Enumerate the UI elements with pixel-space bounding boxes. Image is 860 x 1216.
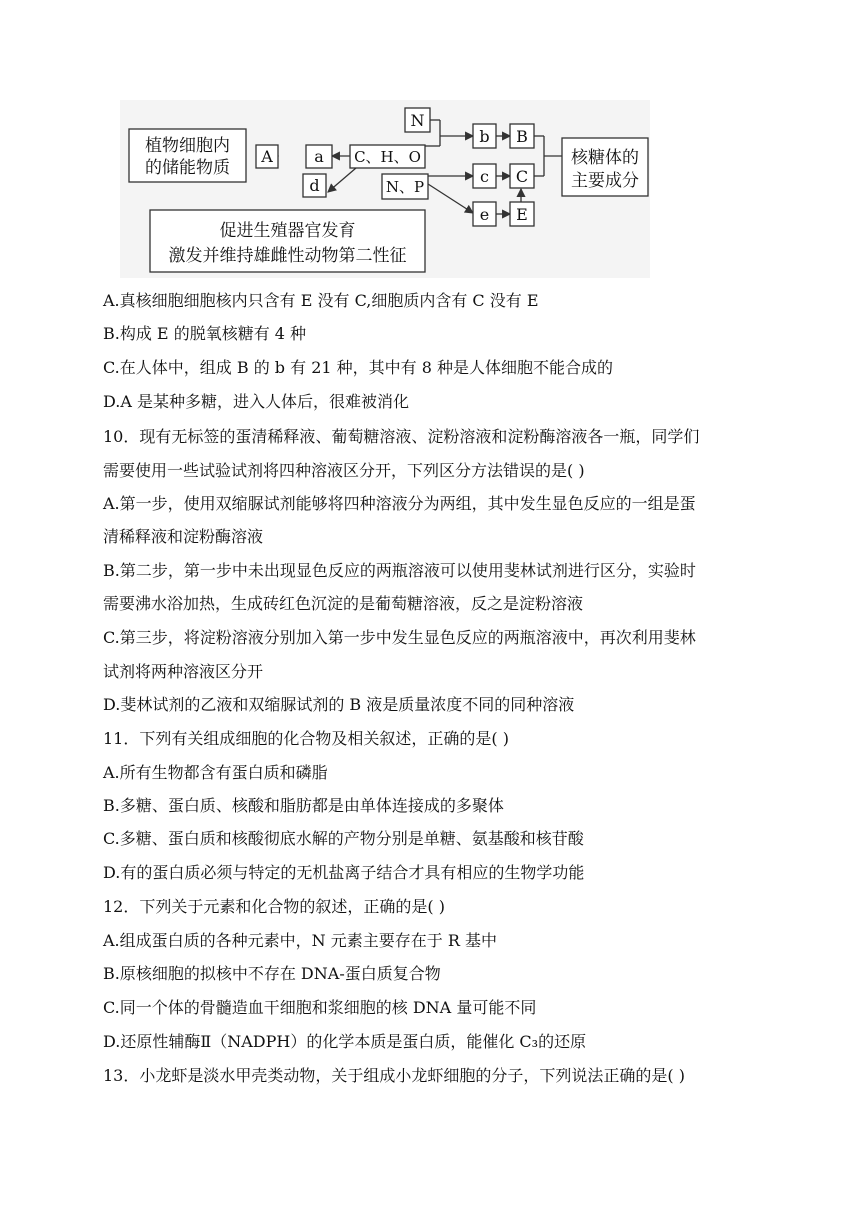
q12-option-a: A.组成蛋白质的各种元素中，N 元素主要存在于 R 基中 (103, 931, 497, 950)
label-hormone-1: 促进生殖器官发育 (219, 221, 356, 241)
q10-option-d: D.斐林试剂的乙液和双缩脲试剂的 B 液是质量浓度不同的同种溶液 (103, 695, 575, 714)
q10-option-b-line2: 需要沸水浴加热，生成砖红色沉淀的是葡萄糖溶液，反之是淀粉溶液 (103, 594, 584, 613)
label-C: C (515, 167, 529, 186)
label-a: a (314, 147, 324, 166)
label-CHO: C、H、O (354, 148, 421, 166)
label-c: c (480, 167, 489, 186)
q12-stem: 12．下列关于元素和化合物的叙述，正确的是( ) (103, 897, 445, 916)
q13-stem: 13．小龙虾是淡水甲壳类动物，关于组成小龙虾细胞的分子，下列说法正确的是( ) (103, 1066, 685, 1085)
q11-option-d: D.有的蛋白质必须与特定的无机盐离子结合才具有相应的生物学功能 (103, 863, 585, 882)
q10-stem-line2: 需要使用一些试验试剂将四种溶液区分开，下列区分方法错误的是( ) (103, 461, 585, 480)
q10-stem-line1: 10．现有无标签的蛋清稀释液、葡萄糖溶液、淀粉溶液和淀粉酶溶液各一瓶，同学们 (103, 427, 700, 446)
label-E: E (516, 205, 528, 224)
q9-option-b: B.构成 E 的脱氧核糖有 4 种 (103, 324, 307, 343)
label-storage-1: 植物细胞内 (145, 136, 230, 156)
q11-stem: 11．下列有关组成细胞的化合物及相关叙述，正确的是( ) (103, 729, 509, 748)
q12-option-d: D.还原性辅酶Ⅱ（NADPH）的化学本质是蛋白质，能催化 C₃的还原 (103, 1032, 587, 1051)
q11-option-c: C.多糖、蛋白质和核酸彻底水解的产物分别是单糖、氨基酸和核苷酸 (103, 829, 584, 848)
label-e: e (479, 205, 490, 224)
label-hormone-2: 激发并维持雄雌性动物第二性征 (168, 246, 407, 266)
label-ribosome-1: 核糖体的 (571, 148, 639, 168)
label-b: b (479, 127, 490, 146)
label-d: d (309, 176, 320, 195)
label-NP: N、P (385, 178, 425, 196)
label-ribosome-2: 主要成分 (571, 171, 639, 191)
label-B: B (516, 127, 528, 146)
q10-option-b-line1: B.第二步，第一步中未出现显色反应的两瓶溶液可以使用斐林试剂进行区分，实验时 (103, 561, 696, 580)
q9-option-d: D.A 是某种多糖，进入人体后，很难被消化 (103, 392, 409, 411)
q11-option-b: B.多糖、蛋白质、核酸和脂肪都是由单体连接成的多聚体 (103, 796, 504, 815)
q12-option-c: C.同一个体的骨髓造血干细胞和浆细胞的核 DNA 量可能不同 (103, 998, 537, 1017)
biomolecule-diagram (120, 100, 650, 278)
q9-option-c: C.在人体中，组成 B 的 b 有 21 种，其中有 8 种是人体细胞不能合成的 (103, 358, 613, 377)
q11-option-a: A.所有生物都含有蛋白质和磷脂 (103, 763, 328, 782)
q10-option-c-line1: C.第三步，将淀粉溶液分别加入第一步中发生显色反应的两瓶溶液中，再次利用斐林 (103, 628, 696, 647)
q9-option-a: A.真核细胞细胞核内只含有 E 没有 C,细胞质内含有 C 没有 E (103, 291, 539, 310)
label-N: N (410, 111, 425, 130)
q12-option-b: B.原核细胞的拟核中不存在 DNA-蛋白质复合物 (103, 964, 441, 983)
q10-option-c-line2: 试剂将两种溶液区分开 (103, 662, 264, 681)
label-storage-2: 的储能物质 (145, 158, 230, 178)
q10-option-a-line1: A.第一步，使用双缩脲试剂能够将四种溶液分为两组，其中发生显色反应的一组是蛋 (103, 494, 696, 513)
q10-option-a-line2: 清稀释液和淀粉酶溶液 (103, 527, 264, 546)
label-A: A (261, 147, 273, 166)
